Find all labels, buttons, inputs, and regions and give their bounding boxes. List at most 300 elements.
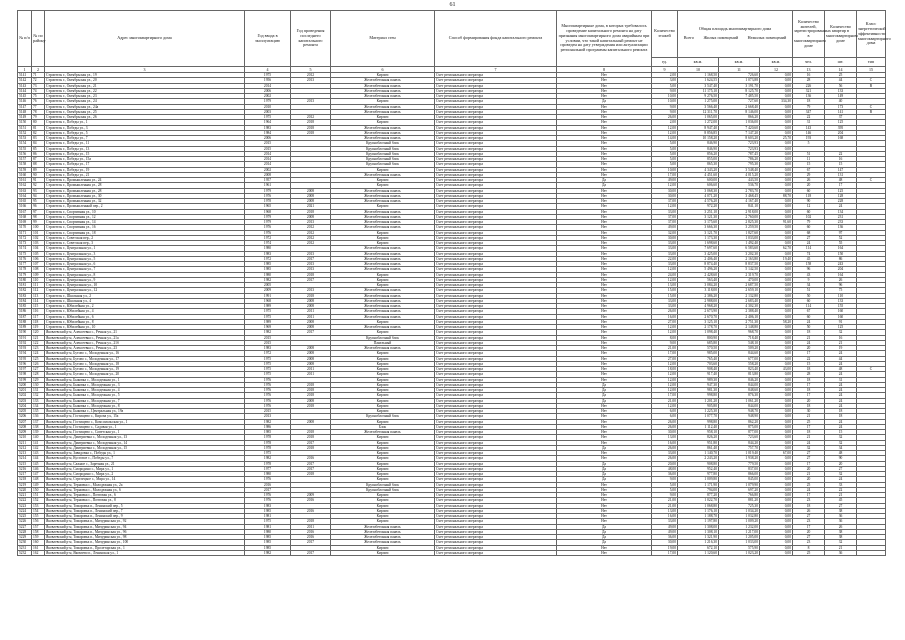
cell-wall-material: Железобетонная панель (331, 209, 435, 214)
cell-apartments: 27 (825, 466, 857, 471)
cell-residents: 79 (793, 104, 825, 109)
cell-area-total: 826,20 (678, 435, 719, 440)
cell-fund: Счет регионального оператора (435, 130, 557, 135)
cell-num: 5149 (18, 115, 32, 120)
cell-area-nonresidential: 0,00 (760, 204, 793, 209)
cell-apartments: 136 (825, 225, 857, 230)
cell-floors: 27,00 (652, 356, 678, 361)
cell-wall-material: Панельный (331, 340, 435, 345)
cell-area-nonresidential: 0,00 (760, 115, 793, 120)
cell-wall-material: Железобетонная панель (331, 309, 435, 314)
column-number: 3 (45, 67, 245, 73)
cell-district-num: 97 (32, 209, 45, 214)
cell-fund: Счет регионального оператора (435, 372, 557, 377)
cell-fund: Счет регионального оператора (435, 361, 557, 366)
cell-area-total: 865,30 (678, 162, 719, 167)
cell-year-repair: 2018 (291, 120, 331, 125)
cell-year-repair: 2012 (291, 73, 331, 78)
cell-num: 5212 (18, 445, 32, 450)
cell-address: Строитель г., Октябрьская ул., 21 (45, 83, 245, 88)
cell-emergency: Нет (557, 109, 652, 114)
cell-fund: Счет регионального оператора (435, 466, 557, 471)
cell-year-built: 1980 (245, 529, 291, 534)
column-number: 9 (652, 67, 678, 73)
header-area-group-label: Общая площадь многоквартирного дома (698, 26, 772, 32)
cell-area-residential: 786,20 (719, 157, 760, 162)
cell-apartments: 38 (825, 529, 857, 534)
cell-address: Строитель г., Победы ул., 15 (45, 151, 245, 156)
cell-emergency: Нет (557, 225, 652, 230)
cell-area-total: 1 120,60 (678, 550, 719, 555)
cell-fund: Счет регионального оператора (435, 199, 557, 204)
cell-area-total: 985,00 (678, 351, 719, 356)
cell-district-num: 114 (32, 298, 45, 303)
cell-num: 5167 (18, 209, 32, 214)
cell-floors: 3,00 (652, 78, 678, 83)
cell-year-repair: 2016 (291, 498, 331, 503)
cell-area-residential: 1 061,20 (719, 398, 760, 403)
cell-apartments: 97 (825, 230, 857, 235)
cell-address: Яковлевский р-н, Быковка с., Молодежная ул., 7 (45, 398, 245, 403)
cell-fund: Счет регионального оператора (435, 78, 557, 83)
cell-year-built: 1985 (245, 540, 291, 545)
cell-address: Яковлевский р-н, Быковка с., Молодежная ул., 5 (45, 393, 245, 398)
cell-energy-class: С (857, 78, 886, 83)
cell-residents: 18 (793, 388, 825, 393)
cell-area-residential: 470,00 (719, 277, 760, 282)
cell-area-residential: 4 302,30 (719, 304, 760, 309)
cell-area-total: 1 188,70 (678, 514, 719, 519)
cell-wall-material: Кирпич (331, 367, 435, 372)
cell-year-repair: 2008 (291, 398, 331, 403)
cell-num: 5152 (18, 130, 32, 135)
column-number: 5 (291, 67, 331, 73)
cell-area-residential: 8 837,50 (719, 262, 760, 267)
cell-area-nonresidential: 0,00 (760, 125, 793, 130)
cell-area-residential: 723,93 (719, 141, 760, 146)
cell-address: Строитель г., Центральная ул., 3 (45, 251, 245, 256)
cell-num: 5151 (18, 125, 32, 130)
cell-emergency: Да (557, 461, 652, 466)
cell-emergency: Нет (557, 309, 652, 314)
cell-area-total: 1 272,00 (678, 120, 719, 125)
cell-year-repair: 2011 (291, 309, 331, 314)
cell-district-num: 137 (32, 419, 45, 424)
cell-area-residential: 443,50 (719, 178, 760, 183)
cell-area-nonresidential: 0,00 (760, 230, 793, 235)
cell-address: Яковлевский р-н, Быковка с., Молодежная ул., 4 (45, 388, 245, 393)
cell-num: 5178 (18, 267, 32, 272)
cell-area-residential: 866,00 (719, 472, 760, 477)
cell-address: Яковлевский р-н, Терновка с., Почтовая ул., 8 (45, 498, 245, 503)
cell-area-total: 2 428,60 (678, 272, 719, 277)
cell-address: Яковлевский р-н, Алексеевка с., Речная ул., 21 (45, 330, 245, 335)
cell-area-nonresidential: 67,00 (760, 451, 793, 456)
cell-fund: Счет регионального оператора (435, 529, 557, 534)
cell-fund: Счет регионального оператора (435, 550, 557, 555)
cell-emergency: Нет (557, 104, 652, 109)
cell-year-built: 1989 (245, 304, 291, 309)
cell-wall-material: Кирпич (331, 461, 435, 466)
cell-apartments: 18 (825, 414, 857, 419)
cell-area-nonresidential: 0,00 (760, 456, 793, 461)
cell-fund: Счет регионального оператора (435, 424, 557, 429)
cell-wall-material: Кирпич (331, 445, 435, 450)
cell-year-built: 1991 (245, 293, 291, 298)
cell-area-total: 998,80 (678, 419, 719, 424)
cell-year-built: 1969 (245, 325, 291, 330)
cell-area-nonresidential: 0,00 (760, 482, 793, 487)
cell-floors: 26,00 (652, 424, 678, 429)
cell-fund: Счет регионального оператора (435, 283, 557, 288)
cell-area-total: 3 566,40 (678, 104, 719, 109)
cell-floors: 33,00 (652, 451, 678, 456)
cell-address: Строитель г., Промышленная ул., 32 (45, 199, 245, 204)
cell-area-total: 855,00 (678, 157, 719, 162)
cell-emergency: Нет (557, 351, 652, 356)
cell-num: 5148 (18, 109, 32, 114)
cell-floors: 17,00 (652, 351, 678, 356)
cell-area-nonresidential: 0,00 (760, 146, 793, 151)
cell-district-num: 86 (32, 151, 45, 156)
cell-area-total: 2 988,00 (678, 298, 719, 303)
cell-wall-material: Крупноблочный блок (331, 141, 435, 146)
cell-apartments: 34 (825, 445, 857, 450)
cell-apartments: 128 (825, 193, 857, 198)
cell-residents: 25 (793, 419, 825, 424)
cell-year-repair: 2017 (291, 550, 331, 555)
cell-address: Яковлевский р-н, Алексеевка с., Речная ул., 21а (45, 335, 245, 340)
cell-emergency: Нет (557, 83, 652, 88)
cell-year-built: 1977 (245, 466, 291, 471)
cell-area-total: 12 311,70 (678, 109, 719, 114)
cell-area-residential: 876,30 (719, 393, 760, 398)
cell-year-built: 1985 (245, 508, 291, 513)
cell-wall-material: Кирпич (331, 183, 435, 188)
cell-floors: 14,00 (652, 136, 678, 141)
cell-apartments: 147 (825, 167, 857, 172)
cell-emergency: Нет (557, 440, 652, 445)
cell-floors: 32,00 (652, 230, 678, 235)
cell-district-num: 134 (32, 403, 45, 408)
cell-wall-material: Кирпич (331, 409, 435, 414)
cell-year-built: 1976 (245, 493, 291, 498)
cell-floors: 33,00 (652, 262, 678, 267)
cell-address: Яковлевский р-н, Гостищево с., Комсомольская ул., 1 (45, 419, 245, 424)
cell-fund: Счет регионального оператора (435, 136, 557, 141)
cell-year-built: 1965 (245, 204, 291, 209)
cell-district-num: 95 (32, 199, 45, 204)
cell-area-nonresidential: 0,00 (760, 109, 793, 114)
header-area-total: Всего (683, 35, 695, 41)
cell-area-total: 4 071,20 (678, 193, 719, 198)
cell-num: 5213 (18, 451, 32, 456)
cell-area-nonresidential: 0,00 (760, 272, 793, 277)
cell-area-residential: 723,60 (719, 435, 760, 440)
header-fund: Способ формирования фонда капитального ремонта (435, 11, 557, 67)
cell-emergency: Нет (557, 214, 652, 219)
cell-floors: 21,00 (652, 398, 678, 403)
cell-year-built: 1980 (245, 246, 291, 251)
cell-num: 5163 (18, 188, 32, 193)
cell-year-repair: 2008 (291, 188, 331, 193)
cell-address: Строитель г., Октябрьская ул., 26 (45, 115, 245, 120)
cell-wall-material: Кирпич (331, 115, 435, 120)
cell-year-repair: 2011 (291, 367, 331, 372)
cell-year-built: 1976 (245, 477, 291, 482)
cell-address: Строитель г., Центральная ул., 10 (45, 283, 245, 288)
cell-area-nonresidential: 0,00 (760, 151, 793, 156)
cell-fund: Счет регионального оператора (435, 262, 557, 267)
cell-num: 5220 (18, 487, 32, 492)
cell-area-residential: 844,60 (719, 351, 760, 356)
cell-year-built: 1979 (245, 188, 291, 193)
cell-area-nonresidential: 0,00 (760, 167, 793, 172)
cell-num: 5222 (18, 498, 32, 503)
cell-emergency: Нет (557, 120, 652, 125)
cell-floors: 12,00 (652, 130, 678, 135)
cell-emergency: Нет (557, 141, 652, 146)
cell-floors: 13,00 (652, 283, 678, 288)
cell-area-total: 703,60 (678, 361, 719, 366)
cell-wall-material: Кирпич (331, 230, 435, 235)
cell-area-total: 1 009,80 (678, 477, 719, 482)
cell-wall-material: Кирпич (331, 514, 435, 519)
cell-emergency: Нет (557, 88, 652, 93)
cell-address: Яковлевский р-н, Гостищево с., Садовая ул., 1 (45, 424, 245, 429)
cell-apartments: 125 (825, 188, 857, 193)
cell-area-total: 1 168,50 (678, 73, 719, 78)
cell-emergency: Нет (557, 256, 652, 261)
cell-num: 5192 (18, 340, 32, 345)
cell-residents: 50 (793, 293, 825, 298)
cell-area-nonresidential: 0,00 (760, 88, 793, 93)
cell-floors: 33,00 (652, 298, 678, 303)
cell-residents: 31 (793, 120, 825, 125)
cell-area-residential: 2 783,70 (719, 188, 760, 193)
cell-year-built: 1972 (245, 256, 291, 261)
cell-num: 5144 (18, 88, 32, 93)
cell-district-num: 136 (32, 414, 45, 419)
cell-num: 5205 (18, 409, 32, 414)
cell-residents: 17 (793, 461, 825, 466)
cell-address: Строитель г., Победы ул., 1 (45, 120, 245, 125)
cell-floors: 9,00 (652, 493, 678, 498)
cell-district-num: 130 (32, 382, 45, 387)
cell-address: Яковлевский р-н, Бутово с., Молодежная ул., 20 (45, 372, 245, 377)
cell-apartments: 20 (825, 461, 857, 466)
cell-year-repair: 2013 (291, 78, 331, 83)
cell-area-residential: 6 583,60 (719, 246, 760, 251)
cell-wall-material: Кирпич (331, 361, 435, 366)
cell-area-total: 2 178,70 (678, 325, 719, 330)
cell-district-num: 111 (32, 283, 45, 288)
cell-residents: 21 (793, 335, 825, 340)
cell-fund: Счет регионального оператора (435, 430, 557, 435)
cell-emergency: Нет (557, 451, 652, 456)
cell-apartments: 40 (825, 99, 857, 104)
cell-apartments: 243 (825, 262, 857, 267)
cell-district-num: 87 (32, 157, 45, 162)
cell-apartments: 24 (825, 477, 857, 482)
cell-floors: 33,00 (652, 304, 678, 309)
cell-area-nonresidential: 0,00 (760, 225, 793, 230)
cell-emergency: Нет (557, 125, 652, 130)
header-emergency: Многоквартирные дома, в которых требовалось проведение капитального ремонта на дату признания многоквартирного дома аварийным при условии, что такой капитальный ремонт не проведен на дату утверждения или актуализации региональной программы капитального ремонта (557, 11, 652, 67)
cell-fund: Счет регионального оператора (435, 214, 557, 219)
cell-num: 5219 (18, 482, 32, 487)
cell-fund: Счет регионального оператора (435, 246, 557, 251)
cell-area-residential: 1 073,88 (719, 78, 760, 83)
cell-residents: 22 (793, 356, 825, 361)
cell-year-built: 1984 (245, 130, 291, 135)
cell-year-built: 2017 (245, 487, 291, 492)
cell-year-built: 1981 (245, 514, 291, 519)
cell-apartments: 45 (825, 498, 857, 503)
cell-area-total: 905,80 (678, 403, 719, 408)
cell-address: Яковлевский р-н, Кустовое с., Победы ул., 7 (45, 456, 245, 461)
cell-num: 5173 (18, 241, 32, 246)
cell-address: Яковлевский р-н, Смородино с., Мира ул., 2 (45, 472, 245, 477)
cell-district-num: 122 (32, 340, 45, 345)
cell-area-nonresidential: 91,60 (760, 220, 793, 225)
cell-residents: 34 (793, 283, 825, 288)
cell-wall-material: Кирпич (331, 498, 435, 503)
cell-apartments: 26 (825, 524, 857, 529)
cell-year-built: 1975 (245, 361, 291, 366)
cell-area-total: 947,30 (678, 382, 719, 387)
cell-wall-material: Кирпич (331, 73, 435, 78)
cell-residents: 50 (793, 325, 825, 330)
cell-address: Яковлевский р-н, Терновка с., Молодежная ул., 2а (45, 482, 245, 487)
cell-area-residential: 2 659,10 (719, 288, 760, 293)
cell-floors: 33,00 (652, 519, 678, 524)
cell-year-built: 1956 (245, 78, 291, 83)
cell-area-total: 856,20 (678, 151, 719, 156)
cell-address: Яковлевский р-н, Томаровка п., Мичуринская ул., 92 (45, 519, 245, 524)
cell-area-nonresidential: 0,00 (760, 445, 793, 450)
cell-area-residential: 823,40 (719, 367, 760, 372)
cell-year-built: 1975 (245, 367, 291, 372)
cell-area-residential: 2 683,40 (719, 298, 760, 303)
cell-area-total: 3 121,70 (678, 230, 719, 235)
cell-emergency: Нет (557, 456, 652, 461)
cell-district-num: 91 (32, 178, 45, 183)
cell-apartments: 24 (825, 361, 857, 366)
header-year-repair: Год проведения последнего капитального ремонта (291, 11, 331, 67)
cell-year-repair: 2011 (291, 314, 331, 319)
cell-wall-material: Кирпич (331, 377, 435, 382)
cell-num: 5217 (18, 472, 32, 477)
cell-apartments: 15 (825, 162, 857, 167)
cell-fund: Счет регионального оператора (435, 356, 557, 361)
cell-area-total: 2 243,20 (678, 456, 719, 461)
cell-emergency: Нет (557, 199, 652, 204)
cell-area-total: 1 698,60 (678, 241, 719, 246)
cell-area-residential: 697,20 (719, 487, 760, 492)
cell-area-residential: 1 079,90 (719, 482, 760, 487)
cell-residents: 27 (793, 456, 825, 461)
cell-area-total: 4 576,20 (678, 199, 719, 204)
cell-fund: Счет регионального оператора (435, 351, 557, 356)
cell-area-nonresidential: 0,00 (760, 340, 793, 345)
cell-apartments: 19 (825, 346, 857, 351)
cell-num: 5187 (18, 314, 32, 319)
cell-emergency: Нет (557, 241, 652, 246)
cell-emergency: Нет (557, 340, 652, 345)
cell-emergency: Нет (557, 172, 652, 177)
header-wall-material: Материал стен (331, 11, 435, 67)
cell-emergency: Нет (557, 493, 652, 498)
cell-district-num: 121 (32, 335, 45, 340)
cell-address: Яковлевский р-н, Алексеевка с., Речная ул., 21б (45, 340, 245, 345)
cell-num: 5177 (18, 262, 32, 267)
cell-area-residential: 795,30 (719, 162, 760, 167)
cell-district-num: 162 (32, 550, 45, 555)
cell-year-repair: 2018 (291, 272, 331, 277)
cell-residents: 9 (793, 277, 825, 282)
cell-area-nonresidential: 0,00 (760, 377, 793, 382)
cell-fund: Счет регионального оператора (435, 482, 557, 487)
cell-area-total: 972,20 (678, 204, 719, 209)
cell-residents: 79 (793, 220, 825, 225)
cell-area-residential: 766,80 (719, 493, 760, 498)
cell-year-repair: 2016 (291, 529, 331, 534)
cell-floors: 16,00 (652, 314, 678, 319)
cell-wall-material: Кирпич (331, 545, 435, 550)
cell-fund: Счет регионального оператора (435, 298, 557, 303)
cell-area-total: 846,90 (678, 141, 719, 146)
cell-address: Яковлевский р-н, Томаровка п., Ленинский пер., 7 (45, 508, 245, 513)
cell-emergency: Нет (557, 246, 652, 251)
cell-year-built: 1983 (245, 503, 291, 508)
cell-district-num: 90 (32, 172, 45, 177)
cell-num: 5206 (18, 414, 32, 419)
cell-emergency: Нет (557, 267, 652, 272)
cell-area-residential: 841,10 (719, 204, 760, 209)
cell-num: 5184 (18, 298, 32, 303)
cell-area-residential: 3 259,50 (719, 225, 760, 230)
cell-residents: 5 (793, 141, 825, 146)
cell-address: Строитель г., Октябрьская ул., 25 (45, 109, 245, 114)
cell-floors: 12,00 (652, 325, 678, 330)
cell-floors: 17,00 (652, 172, 678, 177)
cell-area-total: 977,80 (678, 472, 719, 477)
cell-emergency: Нет (557, 550, 652, 555)
cell-area-total: 4 968,20 (678, 304, 719, 309)
cell-area-total: 1 275,00 (678, 99, 719, 104)
cell-emergency: Нет (557, 209, 652, 214)
cell-emergency: Нет (557, 424, 652, 429)
cell-floors: 36,00 (652, 535, 678, 540)
cell-emergency: Да (557, 183, 652, 188)
cell-address: Строитель г., Октябрьская ул., 22 (45, 88, 245, 93)
cell-district-num: 113 (32, 293, 45, 298)
cell-num: 5185 (18, 304, 32, 309)
cell-apartments: 110 (825, 293, 857, 298)
cell-address: Яковлевский р-н, Стрелецкое с., Мира ул., 14 (45, 477, 245, 482)
cell-num: 5162 (18, 183, 32, 188)
cell-floors: 10,00 (652, 94, 678, 99)
cell-wall-material: Блок (331, 424, 435, 429)
cell-area-residential: 575,90 (719, 545, 760, 550)
cell-area-nonresidential: 0,00 (760, 235, 793, 240)
cell-floors: 12,00 (652, 267, 678, 272)
cell-fund: Счет регионального оператора (435, 314, 557, 319)
cell-year-repair: 2012 (291, 230, 331, 235)
cell-apartments: 164 (825, 272, 857, 277)
cell-floors: 37,00 (652, 199, 678, 204)
